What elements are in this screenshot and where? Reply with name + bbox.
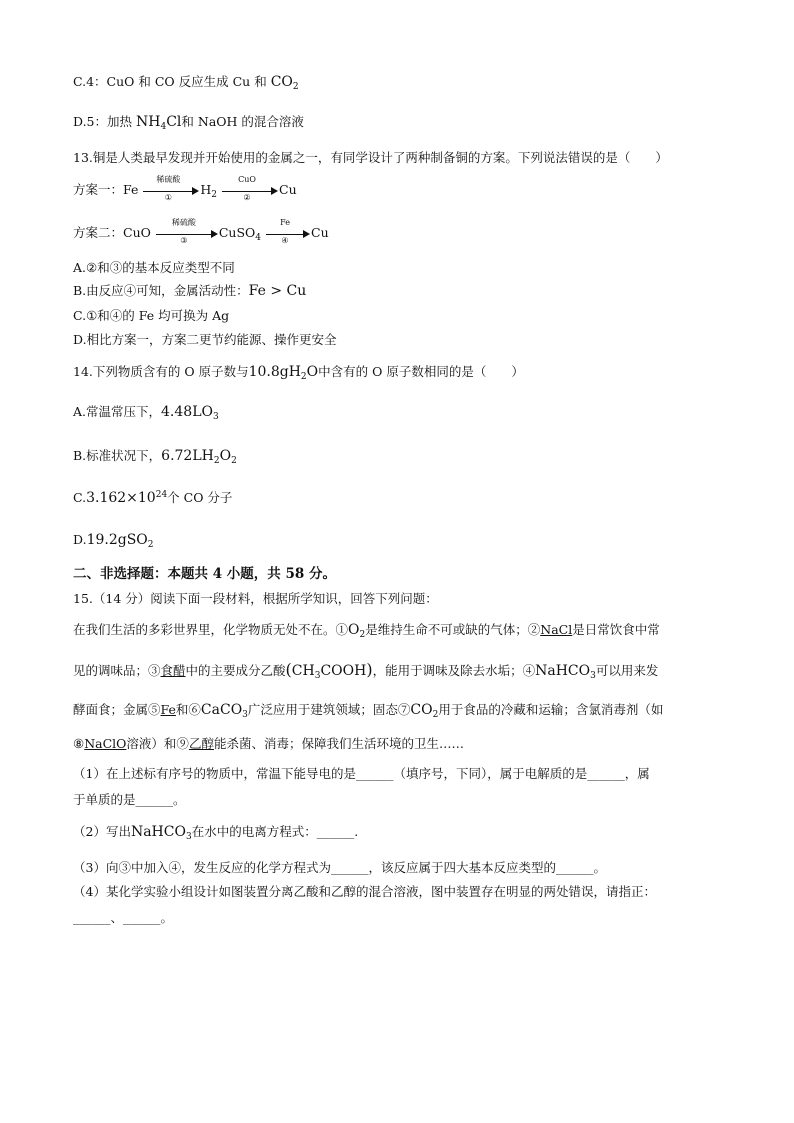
q14-option-b: B.标准状况下，$6.72LH_2O_2$: [73, 448, 237, 466]
reaction-arrow-3: 稀硫酸 ③: [156, 227, 218, 241]
q13-option-c: C.①和④的 Fe 均可换为 Ag: [73, 308, 230, 323]
formula-nh4cl: $NH_4Cl$: [136, 114, 182, 132]
q13-option-b: B.由反应④可知，金属活动性：Fe > Cu: [73, 283, 307, 299]
q15-passage-line-1: 在我们生活的多彩世界里，化学物质无处不在。$①O_2$是维持生命不可或缺的气体；②NaCl是日常饮食中常: [73, 622, 660, 640]
q15-sub1-line-2: 于单质的是______。: [73, 792, 186, 807]
q14-option-c: $C.3.162\times 10^{24}$个 CO 分子: [73, 490, 233, 506]
q15-passage-line-3: 酵面食；金属⑤Fe和⑥CaCO$_3$广泛应用于建筑领域；固态$⑦CO_2$用于食品的冷藏和运输；含氯消毒剂（如: [73, 702, 664, 720]
q13-plan2: 方案二：CuO 稀硫酸 ③ CuSO$_4$ Fe ④ Cu: [73, 217, 329, 245]
q15-passage-line-2: 见的调味品；③食醋中的主要成分乙酸$(CH_3COOH)$，能用于调味及除去水垢；④NaHCO$_3$可以用来发: [73, 660, 659, 681]
q15-sub1-line-1: （1）在上述标有序号的物质中，常温下能导电的是______（填序号，下同），属于电解质的是______，属: [73, 766, 650, 781]
formula-co2: $CO_2$: [270, 74, 299, 92]
q12-option-c: C.4：CuO 和 CO 反应生成 Cu 和 $CO_2$: [73, 74, 299, 92]
reaction-arrow-4: Fe ④: [266, 227, 310, 241]
q13-plan1: 方案一：Fe 稀硫酸 ① $H_2$ CuO ② Cu: [73, 174, 297, 202]
q15-sub4-line-2: ______、______。: [73, 910, 174, 925]
reaction-arrow-1: 稀硫酸 ①: [143, 184, 199, 198]
q15-stem: 15.（14 分）阅读下面一段材料，根据所学知识，回答下列问题：: [73, 591, 438, 606]
q12-option-d: D.5：加热 $NH_4Cl$和 NaOH 的混合溶液: [73, 114, 304, 132]
q13-option-a: A.②和③的基本反应类型不同: [73, 260, 235, 275]
q15-sub4-line-1: （4）某化学实验小组设计如图装置分离乙酸和乙醇的混合溶液，图中装置存在明显的两处错误，请指正：: [73, 884, 656, 899]
q14-stem: 14.下列物质含有的 O 原子数与$10.8gH_2O$中含有的 O 原子数相同的是（ ）: [73, 364, 524, 382]
reaction-arrow-2: CuO ②: [222, 184, 278, 198]
section-heading: 二、非选择题：本题共 4 小题，共 58 分。: [73, 566, 336, 582]
q14-option-d: D.19.2gSO$_2$: [73, 532, 154, 550]
q15-sub2: （2）写出NaHCO$_3$在水中的电离方程式：______.: [73, 824, 359, 842]
q13-stem: 13.铜是人类最早发现并开始使用的金属之一，有同学设计了两种制备铜的方案。下列说法错误的是（ ）: [73, 150, 668, 165]
q13-option-d: D.相比方案一，方案二更节约能源、操作更安全: [73, 332, 337, 347]
q15-sub3: （3）向③中加入④，发生反应的化学方程式为______，该反应属于四大基本反应类型的______。: [73, 860, 606, 875]
q14-option-a: A.常温常压下，$4.48LO_3$: [73, 404, 219, 422]
q15-passage-line-4: ⑧NaClO溶液）和⑨乙醇能杀菌、消毒；保障我们生活环境的卫生……: [73, 736, 464, 751]
